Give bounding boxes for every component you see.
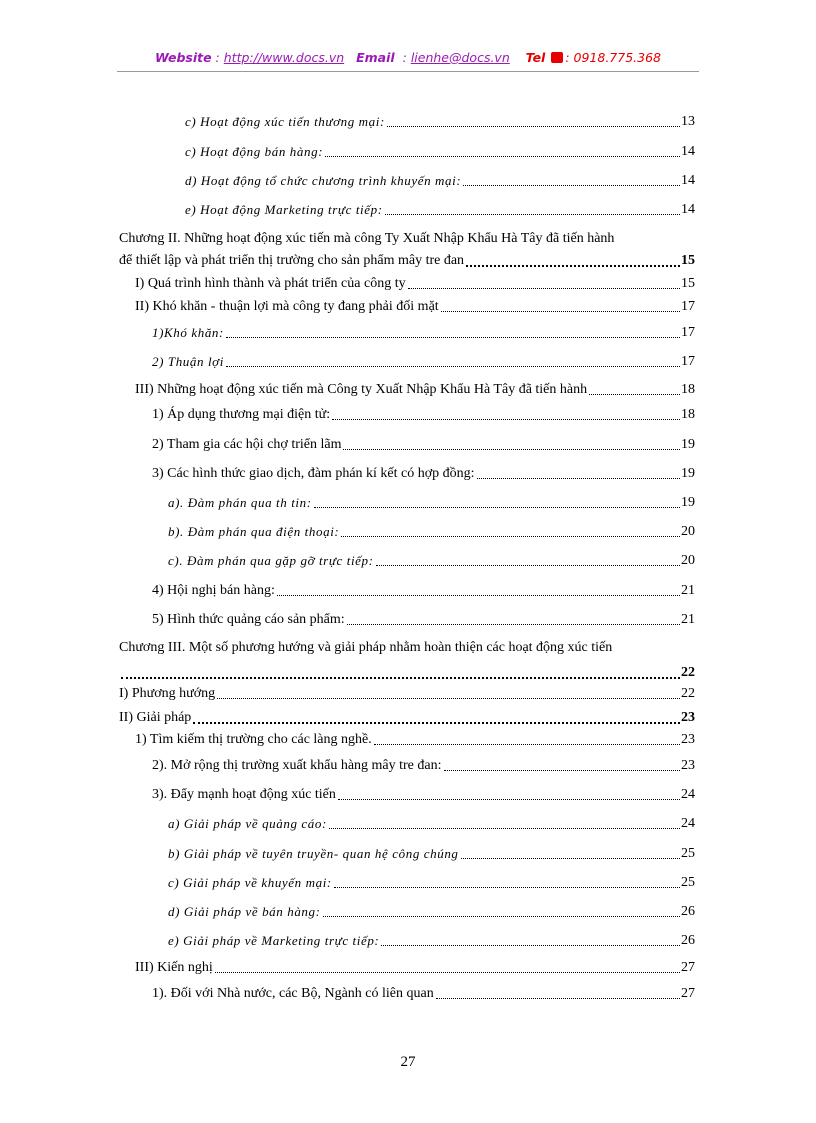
toc-entry-page: 19 — [681, 466, 695, 481]
toc-entry-title: III) Những hoạt động xúc tiến mà Công ty Xuất Nhập Khẩu Hà Tây đã tiến hành — [135, 382, 588, 397]
toc-entry-page: 13 — [681, 114, 695, 129]
toc-entry[interactable] — [135, 276, 695, 292]
website-label: Website — [154, 50, 212, 65]
dot-leader — [329, 828, 680, 829]
page-number: 27 — [400, 1054, 416, 1070]
toc-entry-page: 20 — [681, 553, 695, 568]
toc-entry-page: 21 — [681, 612, 695, 627]
toc-entry[interactable] — [185, 114, 695, 130]
toc-entry-page: 23 — [681, 732, 695, 747]
dot-leader — [323, 916, 680, 917]
toc-entry[interactable] — [168, 846, 695, 862]
chapter-2-heading[interactable]: Chương II. Những hoạt động xúc tiến mà công Ty Xuất Nhập Khẩu Hà Tây đã tiến hành — [119, 231, 615, 246]
dot-leader — [338, 799, 680, 800]
dot-leader — [477, 478, 680, 479]
dot-leader — [121, 677, 680, 679]
toc-entry-page: 23 — [681, 710, 695, 725]
toc-entry-page: 18 — [681, 407, 695, 422]
toc-entry-title: c) Giải pháp về khuyến mại: — [168, 875, 332, 890]
dot-leader — [226, 337, 680, 338]
toc-entry[interactable] — [152, 583, 695, 599]
toc-entry-page: 26 — [681, 904, 695, 919]
dot-leader — [436, 998, 680, 999]
dot-leader — [408, 288, 680, 289]
dot-leader — [589, 394, 680, 395]
dot-leader — [215, 972, 680, 973]
toc-entry-title: e) Hoạt động Marketing trực tiếp: — [185, 202, 383, 217]
toc-entry-title: a) Giải pháp về quảng cáo: — [168, 816, 327, 831]
toc-entry-page: 14 — [681, 202, 695, 217]
toc-entry[interactable] — [152, 612, 695, 628]
toc-entry-page: 27 — [681, 960, 695, 975]
toc-entry-title: 2). Mở rộng thị trường xuất khẩu hàng mây tre đan: — [152, 758, 442, 773]
toc-entry[interactable] — [168, 495, 695, 511]
dot-leader — [385, 214, 680, 215]
dot-leader — [463, 185, 680, 186]
toc-entry[interactable] — [168, 553, 695, 569]
dot-leader — [387, 126, 680, 127]
toc-entry-page: 15 — [681, 253, 695, 268]
toc-entry-title: I) Phương hướng — [119, 686, 216, 701]
toc-entry-page: 25 — [681, 846, 695, 861]
dot-leader — [374, 744, 680, 745]
toc-entry-title: 3) Các hình thức giao dịch, đàm phán kí kết có hợp đồng: — [152, 466, 475, 481]
toc-entry-page: 19 — [681, 495, 695, 510]
toc-entry-title: c). Đàm phán qua gặp gỡ trực tiếp: — [168, 553, 374, 568]
dot-leader — [314, 507, 680, 508]
toc-entry-title: d) Hoạt động tổ chức chương trình khuyến mại: — [185, 173, 462, 188]
toc-entry[interactable] — [168, 816, 695, 832]
toc-entry-title: 2) Thuận lợi — [152, 354, 224, 369]
toc-entry-page: 18 — [681, 382, 695, 397]
toc-entry-page: 19 — [681, 437, 695, 452]
dot-leader — [461, 858, 680, 859]
dot-leader — [441, 311, 680, 312]
toc-entry-title: 1) Tìm kiếm thị trường cho các làng nghề. — [135, 732, 372, 747]
toc-entry[interactable] — [119, 710, 695, 726]
toc-entry[interactable] — [152, 466, 695, 482]
toc-entry-page: 22 — [681, 665, 695, 680]
toc-entry-page: 17 — [681, 325, 695, 340]
toc-entry-page: 17 — [681, 299, 695, 314]
toc-entry[interactable] — [152, 437, 695, 453]
toc-entry[interactable] — [135, 732, 695, 748]
email-link[interactable]: lienhe@docs.vn — [410, 50, 510, 65]
toc-entry-title: c) Hoạt động xúc tiến thương mại: — [185, 114, 385, 129]
toc-entry-page: 26 — [681, 933, 695, 948]
toc-entry-page: 21 — [681, 583, 695, 598]
toc-entry[interactable] — [152, 986, 695, 1002]
dot-leader — [343, 449, 680, 450]
toc-entry-title: để thiết lập và phát triển thị trường cho sản phẩm mây tre đan — [119, 253, 465, 268]
toc-entry-title: II) Khó khăn - thuận lợi mà công ty đang phải đối mặt — [135, 299, 439, 314]
toc-entry-page: 27 — [681, 986, 695, 1001]
toc-entry-page: 23 — [681, 758, 695, 773]
toc-entry[interactable] — [152, 354, 695, 370]
toc-entry-title: 2) Tham gia các hội chợ triển lãm — [152, 437, 342, 452]
toc-entry[interactable] — [168, 524, 695, 540]
toc-entry-title: e) Giải pháp về Marketing trực tiếp: — [168, 933, 380, 948]
toc-entry[interactable] — [168, 933, 695, 949]
toc-entry-title: b) Giải pháp về tuyên truyền- quan hệ công chúng — [168, 846, 459, 861]
toc-entry[interactable] — [152, 325, 695, 341]
toc-entry[interactable] — [185, 173, 695, 189]
toc-entry-title: 5) Hình thức quảng cáo sản phẩm: — [152, 612, 345, 627]
toc-entry-chapter-3[interactable] — [119, 665, 695, 681]
toc-entry-page: 24 — [681, 787, 695, 802]
toc-entry-page: 14 — [681, 173, 695, 188]
toc-entry-title: 4) Hội nghị bán hàng: — [152, 583, 275, 598]
toc-entry-title: 1). Đối với Nhà nước, các Bộ, Ngành có liên quan — [152, 986, 434, 1001]
dot-leader — [444, 770, 680, 771]
toc-entry[interactable] — [185, 144, 695, 160]
toc-entry-title: 3). Đẩy mạnh hoạt động xúc tiến — [152, 787, 336, 802]
toc-entry-page: 24 — [681, 816, 695, 831]
toc-entry-page: 25 — [681, 875, 695, 890]
toc-entry-title: c) Hoạt động bán hàng: — [185, 144, 324, 159]
dot-leader — [325, 156, 680, 157]
email-label: Email — [356, 50, 395, 65]
toc-entry-title: 1)Khó khăn: — [152, 325, 224, 340]
dot-leader — [341, 536, 680, 537]
tel-value: : 0918.775.368 — [565, 50, 661, 65]
email-separator: : — [398, 50, 411, 65]
toc-entry[interactable] — [135, 299, 695, 315]
toc-entry[interactable] — [168, 904, 695, 920]
dot-leader — [332, 419, 680, 420]
toc-entry-page: 14 — [681, 144, 695, 159]
chapter-3-heading[interactable]: Chương III. Một số phương hướng và giải pháp nhằm hoàn thiện các hoạt động xúc tiến — [119, 640, 613, 655]
dot-leader — [381, 945, 680, 946]
toc-entry[interactable] — [135, 382, 695, 398]
dot-leader — [277, 595, 680, 596]
toc-entry-page: 20 — [681, 524, 695, 539]
toc-entry[interactable] — [152, 758, 695, 774]
toc-entry-title: I) Quá trình hình thành và phát triển của công ty — [135, 276, 406, 291]
toc-entry-title: a). Đàm phán qua th tin: — [168, 495, 312, 510]
toc-entry-title: d) Giải pháp về bán hàng: — [168, 904, 321, 919]
dot-leader — [466, 265, 680, 267]
toc-entry-title: b). Đàm phán qua điện thoại: — [168, 524, 340, 539]
toc-entry-page: 17 — [681, 354, 695, 369]
toc-entry-title: II) Giải pháp — [119, 710, 192, 725]
dot-leader — [334, 887, 680, 888]
toc-entry[interactable] — [152, 787, 695, 803]
toc-entry[interactable] — [119, 686, 695, 702]
toc-entry-page: 22 — [681, 686, 695, 701]
dot-leader — [347, 624, 680, 625]
website-link[interactable]: http://www.docs.vn — [223, 50, 345, 65]
toc-entry-title: III) Kiến nghị — [135, 960, 213, 975]
toc-entry[interactable] — [135, 960, 695, 976]
toc-entry-page: 15 — [681, 276, 695, 291]
toc-entry[interactable] — [152, 407, 695, 423]
toc-entry[interactable] — [185, 202, 695, 218]
dot-leader — [226, 366, 680, 367]
website-separator: : — [211, 50, 224, 65]
dot-leader — [193, 722, 680, 724]
tel-label: Tel — [525, 50, 546, 65]
toc-entry-chapter-2[interactable] — [119, 253, 695, 269]
toc-entry[interactable] — [168, 875, 695, 891]
dot-leader — [376, 565, 680, 566]
dot-leader — [217, 698, 680, 699]
toc-entry-title: 1) Áp dụng thương mại điện tử: — [152, 407, 331, 422]
